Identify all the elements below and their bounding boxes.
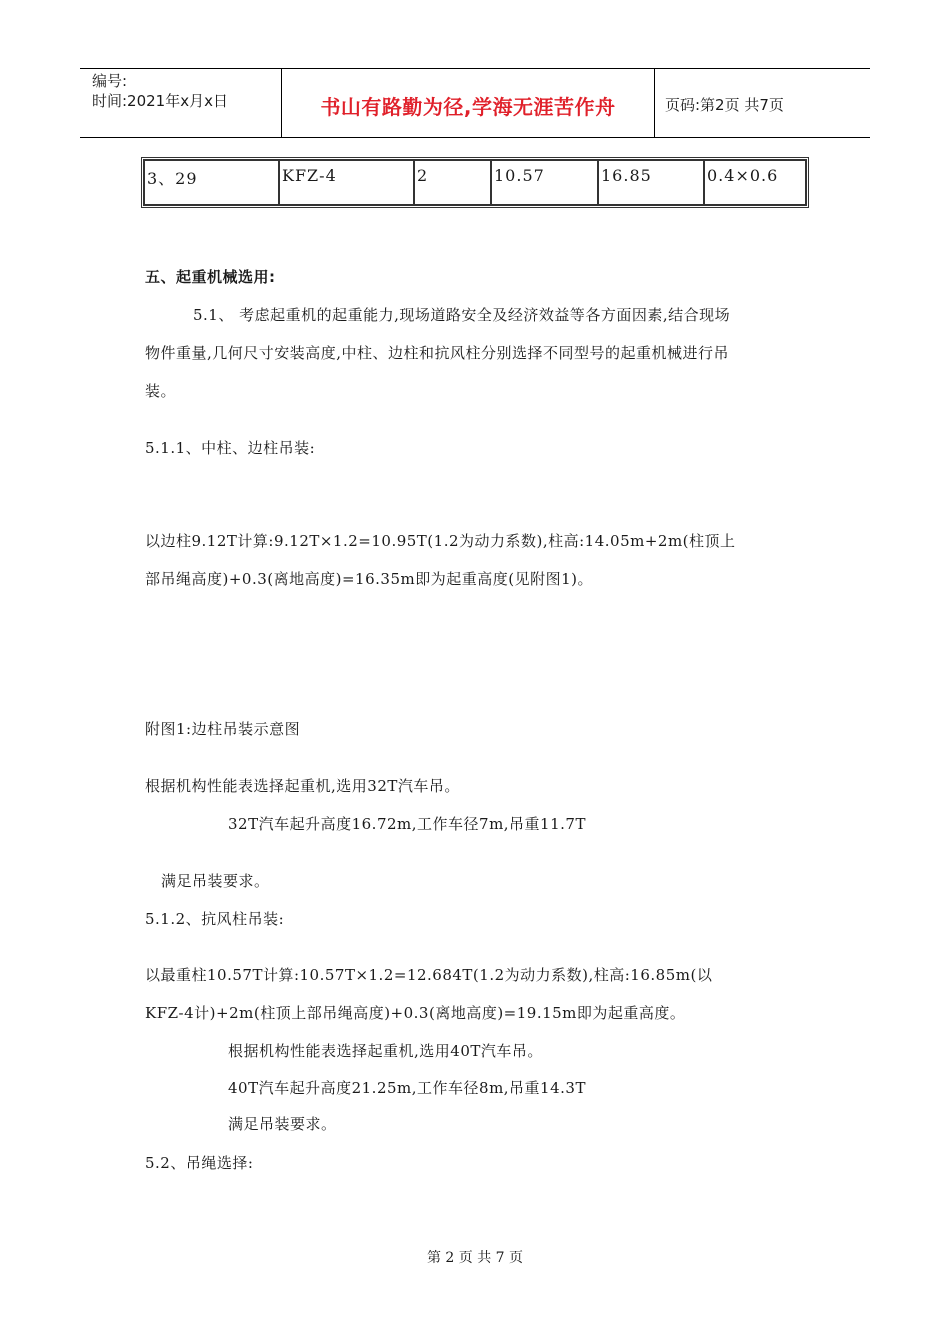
header-page-info: 页码:第2页 共7页 [665,95,784,114]
table-cell: 16.85 [598,160,704,205]
paragraph-line: 40T汽车起升高度21.25m,工作车径8m,吊重14.3T [228,1079,586,1097]
subsection-heading: 5.1.1、中柱、边柱吊装: [145,439,316,457]
page-footer: 第 2 页 共 7 页 [426,1250,524,1266]
paragraph-line: 以边柱9.12T计算:9.12T×1.2=10.95T(1.2为动力系数),柱高:14.05m+2m(柱顶上 [145,532,736,550]
column-spec-table [141,157,809,208]
paragraph-line: 5.1、 考虑起重机的起重能力,现场道路安全及经济效益等各方面因素,结合现场 [193,306,731,324]
table-cell: KFZ-4 [279,160,414,205]
table-cell: 3、29 [144,160,279,205]
doc-number-label: 编号: [92,72,128,90]
table-cell: 0.4×0.6 [704,160,806,205]
paragraph-line: 装。 [145,382,177,400]
table-cell: 10.57 [491,160,598,205]
paragraph-line: 满足吊装要求。 [161,872,270,890]
paragraph-line: 物件重量,几何尺寸安装高度,中柱、边柱和抗风柱分别选择不同型号的起重机械进行吊 [145,344,730,362]
paragraph-line: 满足吊装要求。 [228,1115,337,1133]
section-title: 五、起重机械选用: [145,268,276,286]
header-motto: 书山有路勤为径,学海无涯苦作舟 [282,69,655,137]
header-left-cell [80,69,282,137]
doc-time-label: 时间:2021年x月x日 [92,92,228,110]
table-row [144,160,806,205]
paragraph-line: 32T汽车起升高度16.72m,工作车径7m,吊重11.7T [228,815,586,833]
paragraph-line: 以最重柱10.57T计算:10.57T×1.2=12.684T(1.2为动力系数),柱高:16.85m(以 [145,966,713,984]
paragraph-line: 根据机构性能表选择起重机,选用40T汽车吊。 [228,1042,543,1060]
subsection-heading: 5.1.2、抗风柱吊装: [145,910,285,928]
paragraph-line: KFZ-4计)+2m(柱顶上部吊绳高度)+0.3(离地高度)=19.15m即为起重高度。 [145,1004,686,1022]
page-header [80,68,870,138]
figure-caption: 附图1:边柱吊装示意图 [145,720,301,738]
paragraph-line: 根据机构性能表选择起重机,选用32T汽车吊。 [145,777,460,795]
paragraph-line: 部吊绳高度)+0.3(离地高度)=16.35m即为起重高度(见附图1)。 [145,570,593,588]
table-cell: 2 [414,160,491,205]
subsection-heading: 5.2、吊绳选择: [145,1154,254,1172]
